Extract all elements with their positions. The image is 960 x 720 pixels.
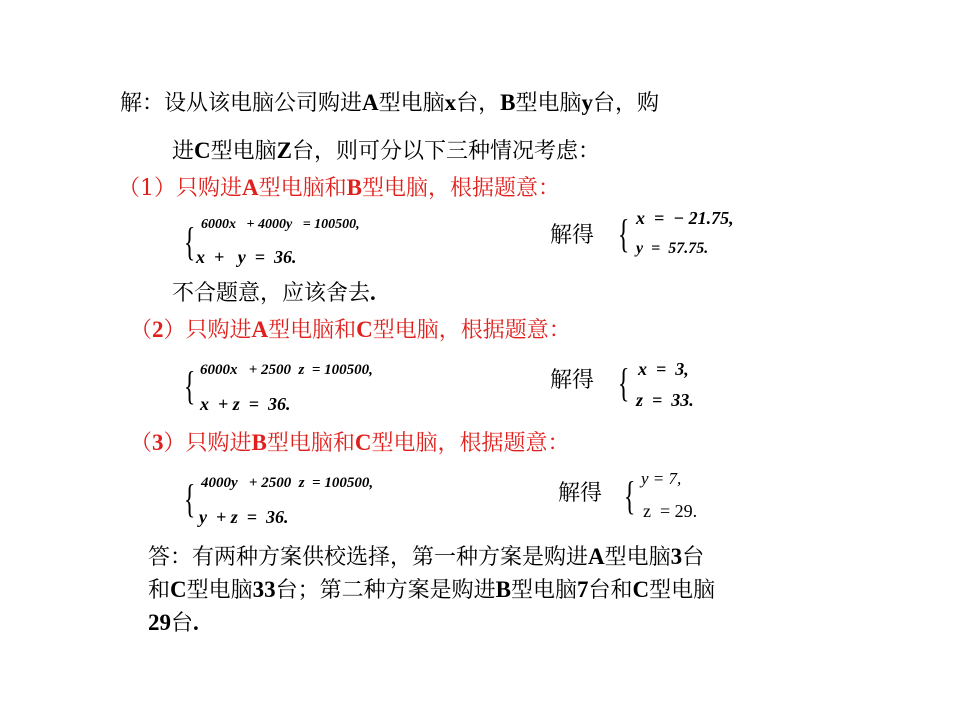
text: A	[251, 317, 269, 342]
case1-equation-1: 6000x + 4000y = 100500,	[201, 217, 360, 232]
text: Z	[276, 138, 292, 163]
case1-solve-label: 解得	[550, 223, 595, 248]
text: 型电脑	[186, 578, 253, 603]
case3-heading	[130, 431, 570, 455]
text: 型电脑，根据题意：	[371, 431, 570, 456]
text: 台和	[588, 578, 633, 603]
text: 型电脑和	[258, 176, 347, 201]
text: 台	[171, 611, 194, 636]
text: B	[500, 90, 516, 115]
brace-icon: {	[617, 211, 630, 256]
intro-line-2	[172, 139, 600, 163]
case3-equation-1: 4000y + 2500 z = 100500,	[201, 475, 374, 491]
brace-icon: {	[183, 476, 196, 521]
text: 台，	[456, 91, 501, 116]
case1-equation-2: x + y = 36.	[196, 247, 297, 267]
text: B	[495, 577, 512, 602]
text: 3	[152, 430, 164, 455]
text: 解：设从该电脑公司购进	[120, 91, 363, 116]
text: （	[130, 431, 153, 456]
text: 答：有两种方案供校选择，第一种方案是购进	[148, 545, 589, 570]
answer-line-2	[148, 578, 715, 602]
text: 台	[682, 545, 705, 570]
text: 型电脑和	[266, 431, 355, 456]
text: x	[444, 90, 457, 115]
text: 7	[577, 577, 589, 602]
case2-equation-1: 6000x + 2500 z = 100500,	[200, 362, 373, 378]
text: .	[193, 610, 199, 635]
text: 台，则可分以下三种情况考虑：	[292, 139, 601, 164]
text: 型电脑	[604, 545, 671, 570]
text: A	[242, 175, 259, 200]
text: 型电脑	[511, 578, 578, 603]
text: 台，购	[593, 91, 660, 116]
text: A	[362, 90, 379, 115]
case2-solution-1: x = 3,	[638, 359, 689, 379]
case3-equation-2: y + z = 36.	[199, 507, 289, 527]
text: 不合题意，应该舍去	[172, 281, 371, 306]
case3-solution-2: z = 29.	[643, 501, 698, 521]
brace-icon: {	[617, 360, 630, 405]
case1-solution-1: x = − 21.75,	[636, 208, 734, 228]
case1-note	[172, 281, 376, 305]
brace-icon: {	[183, 363, 196, 408]
text: ）只购进	[163, 431, 252, 456]
text: C	[354, 430, 372, 455]
brace-icon: {	[183, 219, 196, 264]
text: 29	[148, 610, 171, 635]
case2-solution-2: z = 33.	[636, 390, 694, 410]
text: 33	[252, 577, 276, 602]
text: 型电脑	[649, 578, 716, 603]
text: 型电脑和	[268, 318, 357, 343]
text: 2	[152, 317, 164, 342]
answer-line-1	[148, 545, 704, 569]
text: C	[632, 577, 650, 602]
case3-solve-label: 解得	[558, 481, 603, 506]
text: 型电脑	[515, 91, 582, 116]
text: ）只购进	[163, 318, 252, 343]
text: 进	[172, 139, 195, 164]
case1-heading	[118, 176, 560, 200]
case3-solution-1: y = 7,	[641, 469, 682, 488]
text: C	[356, 317, 373, 342]
text: y	[581, 90, 594, 115]
text: A	[588, 544, 605, 569]
case2-equation-2: x + z = 36.	[200, 394, 291, 414]
case2-solve-label: 解得	[550, 368, 595, 393]
text: 型电脑，根据题意：	[372, 318, 571, 343]
case2-heading	[130, 318, 571, 342]
text: 型电脑，根据题意：	[361, 176, 560, 201]
text: B	[346, 175, 362, 200]
text: B	[251, 430, 267, 455]
text: （	[130, 318, 153, 343]
text: （1）只购进	[118, 176, 242, 201]
text: C	[194, 138, 211, 163]
text: 3	[670, 544, 683, 569]
text: 台；第二种方案是购进	[275, 578, 496, 603]
text: 型电脑	[210, 139, 277, 164]
brace-icon: {	[623, 473, 636, 518]
text: C	[170, 577, 187, 602]
text: .	[370, 280, 376, 305]
answer-line-3	[148, 611, 199, 635]
text: 和	[148, 578, 171, 603]
text: 型电脑	[378, 91, 445, 116]
case1-solution-2: y = 57.75.	[636, 240, 709, 257]
intro-line-1	[120, 91, 659, 115]
